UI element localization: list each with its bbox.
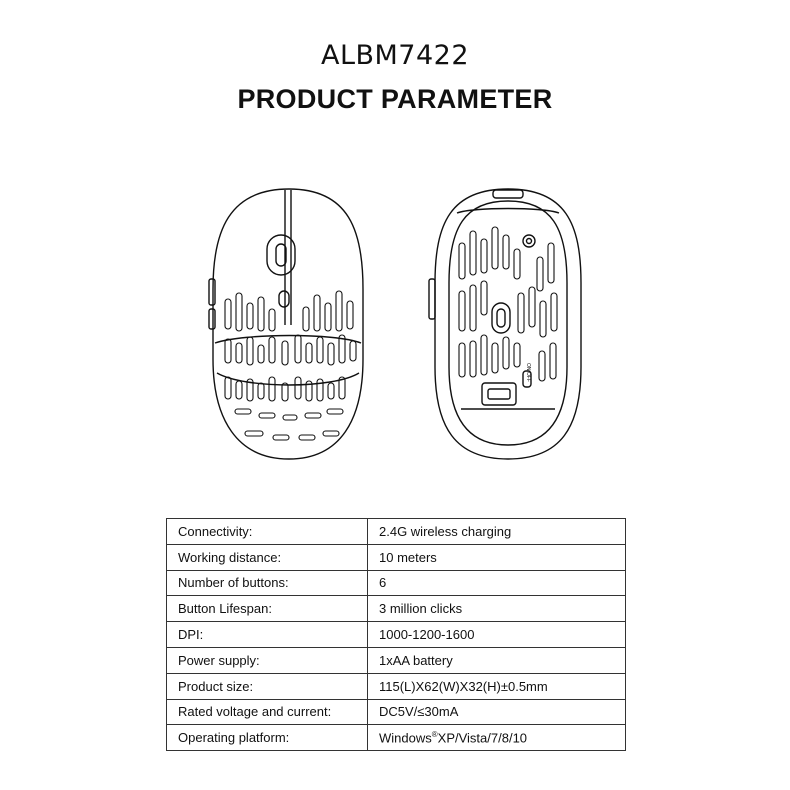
spec-label: DPI: (167, 622, 368, 648)
table-row (167, 647, 626, 673)
page-title: PRODUCT PARAMETER (237, 84, 553, 114)
mouse-bottom-view (429, 189, 581, 459)
platform-os: Windows (379, 730, 432, 746)
table-row (167, 544, 626, 570)
table-row (167, 699, 626, 725)
spec-value (368, 725, 626, 751)
spec-label: Rated voltage and current: (167, 699, 368, 725)
spec-value: 1xAA battery (368, 647, 626, 673)
spec-table (166, 518, 626, 751)
spec-label: Operating platform: (167, 725, 368, 751)
switch-label: ON OFF (525, 363, 531, 382)
table-row (167, 673, 626, 699)
spec-value: DC5V/≤30mA (368, 699, 626, 725)
spec-label: Product size: (167, 673, 368, 699)
spec-value: 3 million clicks (368, 596, 626, 622)
spec-value: 1000-1200-1600 (368, 622, 626, 648)
spec-label: Button Lifespan: (167, 596, 368, 622)
spec-label: Working distance: (167, 544, 368, 570)
spec-value: 10 meters (368, 544, 626, 570)
mouse-top-view (209, 189, 363, 459)
table-row (167, 596, 626, 622)
table-row (167, 570, 626, 596)
table-row (167, 519, 626, 545)
spec-label: Number of buttons: (167, 570, 368, 596)
model-number: ALBM7422 (320, 40, 470, 71)
registered-mark: ® (431, 730, 438, 740)
spec-label: Power supply: (167, 647, 368, 673)
table-row (167, 725, 626, 751)
table-row (167, 622, 626, 648)
spec-value: 115(L)X62(W)X32(H)±0.5mm (368, 673, 626, 699)
spec-value: 6 (368, 570, 626, 596)
platform-versions: XP/Vista/7/8/10 (437, 730, 528, 746)
mouse-illustration (205, 183, 595, 465)
spec-label: Connectivity: (167, 519, 368, 545)
spec-value: 2.4G wireless charging (368, 519, 626, 545)
